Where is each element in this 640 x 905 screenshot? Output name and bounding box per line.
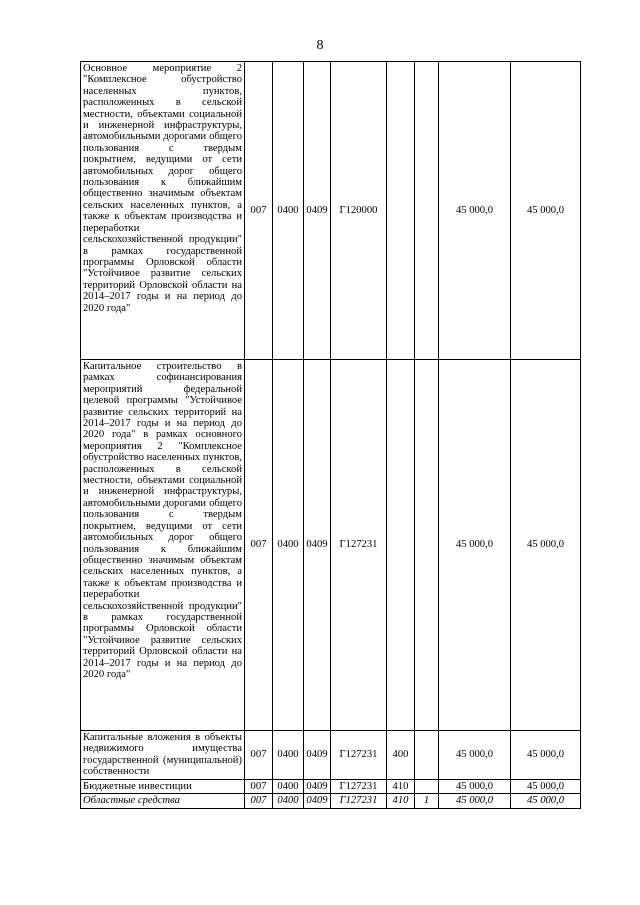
amount-approved: 45 000,0: [511, 360, 581, 731]
target-article-code: Г127231: [331, 794, 387, 808]
amount-total: 45 000,0: [439, 62, 511, 360]
page-number: 8: [316, 38, 324, 53]
ministry-code: 007: [245, 62, 273, 360]
table-row: [81, 360, 581, 731]
funding-source-code: [415, 780, 439, 794]
amount-approved: 45 000,0: [511, 731, 581, 780]
table-row: [81, 794, 581, 808]
subsection-code: 0409: [304, 731, 331, 780]
row-description: Капитальные вложения в объекты недвижимого имущества государственной (муниципальной) собственности: [81, 731, 245, 780]
funding-source-code: [415, 62, 439, 360]
budget-table: [80, 61, 581, 809]
amount-total: 45 000,0: [439, 360, 511, 731]
target-article-code: Г127231: [331, 731, 387, 780]
section-code: 0400: [273, 731, 304, 780]
subsection-code: 0409: [304, 794, 331, 808]
amount-total: 45 000,0: [439, 780, 511, 794]
expense-type-code: 400: [387, 731, 415, 780]
table-row: [81, 731, 581, 780]
amount-approved: 45 000,0: [511, 62, 581, 360]
row-description: Капитальное строительство в рамках софинансирования мероприятий федеральной целевой программы "Устойчивое развитие сельских территорий на 2014–2017 годы и на период до 2020 года" в рамках основного мероприятия 2 "Комплексное обустройство населенных пунктов, расположенных в сельской местности, объектами социальной и инженерной инфраструктуры, автомобильными дорогами общего пользования с твердым покрытием, ведущими от сети автомобильных дорог общего пользования к ближайшим общественно значимым объектам сельских населенных пунктов, а также к объектам производства и переработки сельскохозяйственной продукции" в рамках государственной программы Орловской области "Устойчивое развитие сельских территорий Орловской области на 2014–2017 годы и на период до 2020 года": [81, 360, 245, 731]
amount-total: 45 000,0: [439, 731, 511, 780]
target-article-code: Г120000: [331, 62, 387, 360]
funding-source-code: 1: [415, 794, 439, 808]
ministry-code: 007: [245, 360, 273, 731]
expense-type-code: [387, 360, 415, 731]
expense-type-code: 410: [387, 780, 415, 794]
row-description: Основное мероприятие 2 "Комплексное обустройство населенных пунктов, расположенных в сельской местности, объектами социальной и инженерной инфраструктуры, автомобильными дорогами общего пользования с твердым покрытием, ведущими от сети автомобильных дорог общего пользования к ближайшим общественно значимым объектам сельских населенных пунктов, а также к объектам производства и переработки сельскохозяйственной продукции" в рамках государственной программы Орловской области "Устойчивое развитие сельских территорий Орловской области на 2014–2017 годы и на период до 2020 года": [81, 62, 245, 360]
amount-approved: 45 000,0: [511, 794, 581, 808]
row-description: Бюджетные инвестиции: [81, 780, 245, 794]
section-code: 0400: [273, 794, 304, 808]
section-code: 0400: [273, 360, 304, 731]
expense-type-code: [387, 62, 415, 360]
amount-approved: 45 000,0: [511, 780, 581, 794]
subsection-code: 0409: [304, 62, 331, 360]
section-code: 0400: [273, 62, 304, 360]
subsection-code: 0409: [304, 780, 331, 794]
section-code: 0400: [273, 780, 304, 794]
table-row: [81, 780, 581, 794]
subsection-code: 0409: [304, 360, 331, 731]
ministry-code: 007: [245, 794, 273, 808]
ministry-code: 007: [245, 780, 273, 794]
expense-type-code: 410: [387, 794, 415, 808]
table-row: [81, 62, 581, 360]
row-description: Областные средства: [81, 794, 245, 808]
funding-source-code: [415, 731, 439, 780]
amount-total: 45 000,0: [439, 794, 511, 808]
target-article-code: Г127231: [331, 360, 387, 731]
funding-source-code: [415, 360, 439, 731]
ministry-code: 007: [245, 731, 273, 780]
target-article-code: Г127231: [331, 780, 387, 794]
